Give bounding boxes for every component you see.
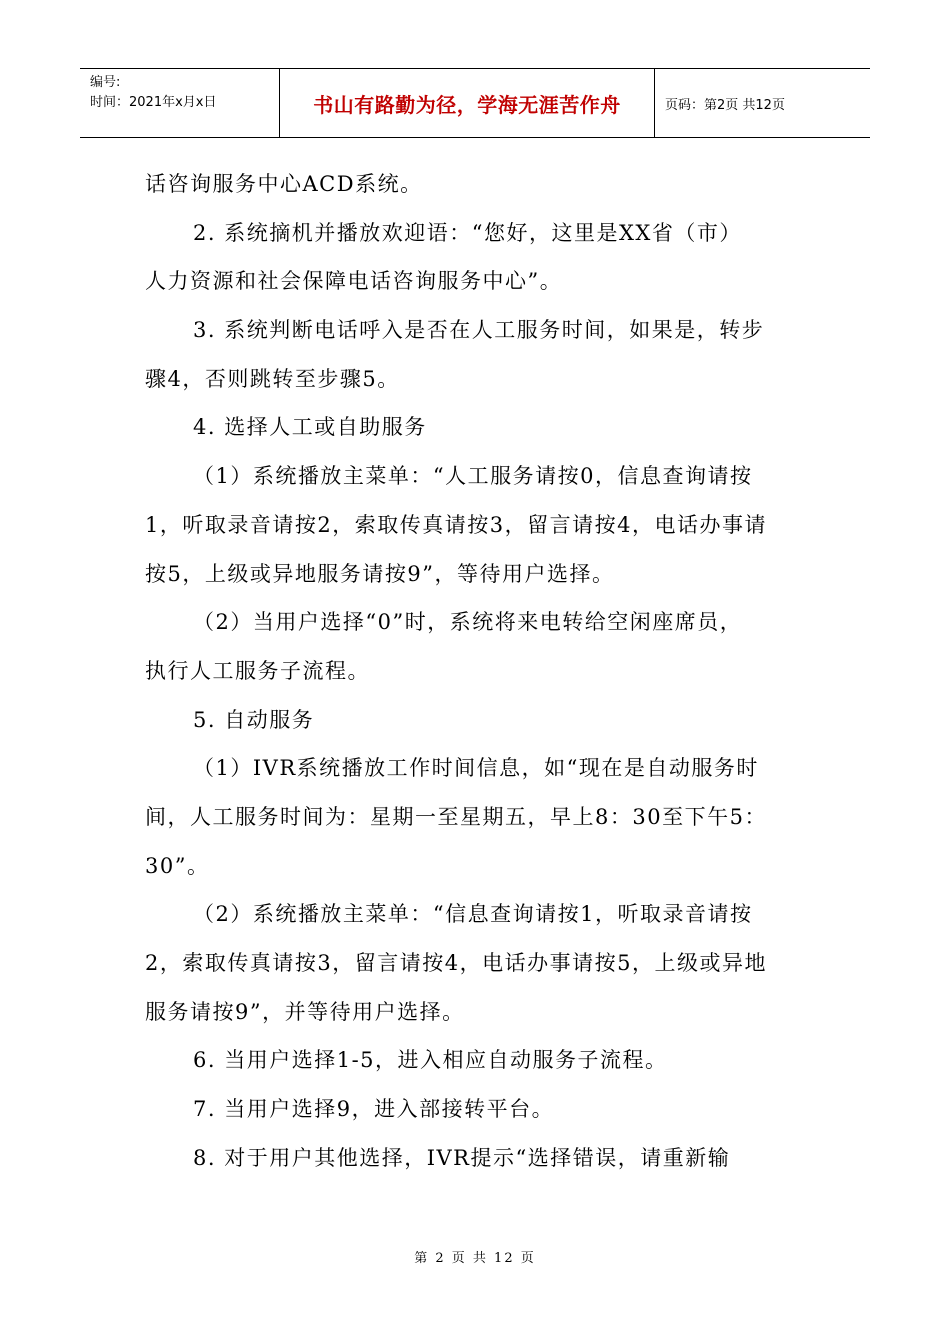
body-line: 服务请按9”，并等待用户选择。 <box>145 999 465 1024</box>
body-line: 8. 对于用户其他选择，IVR提示“选择错误，请重新输 <box>193 1145 731 1170</box>
document-number-label: 编号: <box>90 75 121 90</box>
body-line: 5. 自动服务 <box>193 707 315 732</box>
body-line: 6. 当用户选择1-5，进入相应自动服务子流程。 <box>193 1048 668 1073</box>
body-line: 话咨询服务中心ACD系统。 <box>145 172 423 196</box>
body-line: 30”。 <box>145 853 210 878</box>
body-line: （2）当用户选择“0”时，系统将来电转给空闲座席员， <box>193 610 743 635</box>
body-line: （1）系统播放主菜单：“人工服务请按0，信息查询请按 <box>193 464 753 489</box>
document-date: 时间：2021年x月x日 <box>90 95 217 110</box>
page-header <box>80 68 870 138</box>
body-line: （1）IVR系统播放工作时间信息，如“现在是自动服务时 <box>193 756 759 781</box>
body-line: 人力资源和社会保障电话咨询服务中心”。 <box>145 269 563 294</box>
header-meta <box>80 69 280 137</box>
body-line: 按5，上级或异地服务请按9”，等待用户选择。 <box>145 561 615 586</box>
document-body <box>145 160 810 1182</box>
body-line: 间，人工服务时间为：星期一至星期五，早上8：30至下午5： <box>145 804 767 829</box>
body-line: 骤4，否则跳转至步骤5。 <box>145 366 400 391</box>
body-line: 4. 选择人工或自助服务 <box>193 415 427 440</box>
body-line: 2. 系统摘机并播放欢迎语：“您好，这里是XX省（市） <box>193 220 742 245</box>
header-motto: 书山有路勤为径，学海无涯苦作舟 <box>280 69 655 137</box>
body-line: 7. 当用户选择9，进入部接转平台。 <box>193 1097 555 1122</box>
body-line: 2，索取传真请按3，留言请按4，电话办事请按5，上级或异地 <box>145 951 767 975</box>
header-page-info: 页码：第2页 共12页 <box>665 97 785 113</box>
body-line: （2）系统播放主菜单：“信息查询请按1，听取录音请按 <box>193 902 753 927</box>
body-line: 3. 系统判断电话呼入是否在人工服务时间，如果是，转步 <box>193 318 765 343</box>
body-line: 1，听取录音请按2，索取传真请按3，留言请按4，电话办事请 <box>145 512 767 537</box>
body-line: 执行人工服务子流程。 <box>145 658 370 683</box>
page-footer: 第 2 页 共 12 页 <box>414 1251 536 1266</box>
